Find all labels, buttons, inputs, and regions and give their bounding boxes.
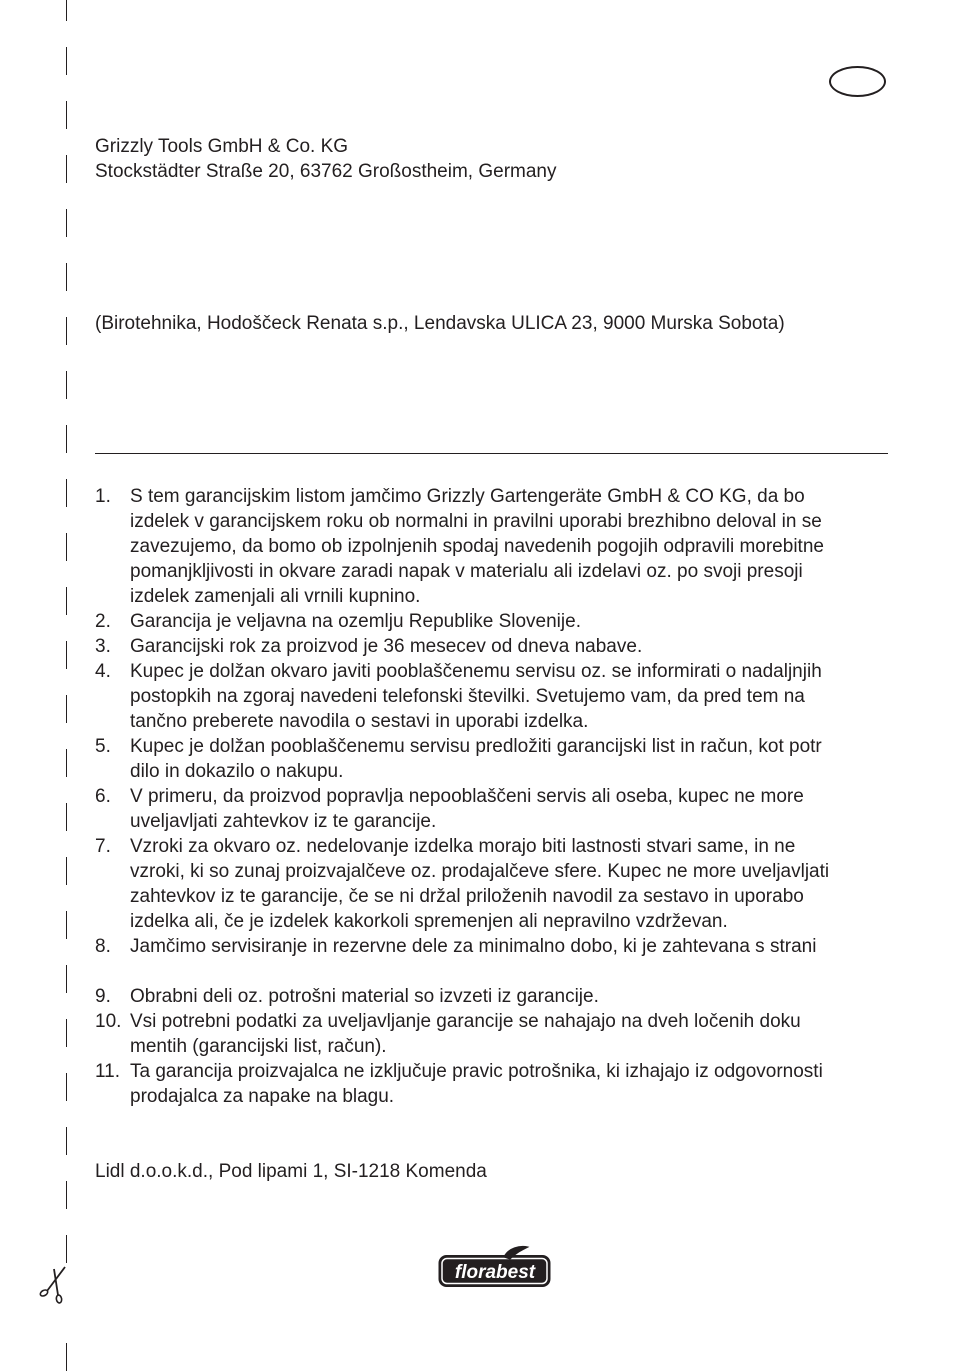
- company-address: Stockstädter Straße 20, 63762 Großostheim, Germany: [95, 161, 557, 182]
- cut-mark: [66, 1181, 67, 1209]
- cut-mark: [66, 1073, 67, 1101]
- warranty-terms: [95, 484, 895, 1109]
- cut-mark: [66, 1343, 67, 1371]
- term-text-line: Vsi potrebni podatki za uveljavljanje garancije se nahajajo na dveh ločenih doku: [130, 1011, 801, 1032]
- cut-mark: [66, 1235, 67, 1263]
- term-text-line: Vzroki za okvaro oz. nedelovanje izdelka morajo biti lastnosti stvari same, in ne: [130, 836, 796, 857]
- cut-mark: [66, 47, 67, 75]
- term-text-line: postopkih na zgoraj navedeni telefonski številki. Svetujemo vam, da pred tem na: [130, 686, 805, 707]
- cut-mark: [66, 965, 67, 993]
- svg-text:florabest: florabest: [454, 1262, 536, 1283]
- cut-mark: [66, 263, 67, 291]
- cut-mark: [66, 155, 67, 183]
- country-badge: [829, 66, 886, 97]
- term-item: [95, 834, 895, 934]
- term-item: [95, 784, 895, 834]
- term-text-line: Ta garancija proizvajalca ne izključuje pravic potrošnika, ki izhajajo iz odgovornosti: [130, 1061, 823, 1082]
- term-text-line: zahtevkov iz te garancije, če se ni držal priloženih navodil za sestavo in uporabo: [130, 886, 804, 907]
- cut-mark: [66, 317, 67, 345]
- term-text-line: Kupec je dolžan pooblaščenemu servisu predložiti garancijski list in račun, kot potr: [130, 736, 822, 757]
- divider: [95, 453, 888, 454]
- term-text-line: prodajalca za napake na blagu.: [130, 1086, 395, 1107]
- florabest-logo: [438, 1244, 552, 1295]
- term-text-line: zavezujemo, da bomo ob izpolnjenih spodaj navedenih pogojih odpravili morebitne: [130, 536, 824, 557]
- term-text-line: S tem garancijskim listom jamčimo Grizzly Gartengeräte GmbH & CO KG, da bo: [130, 486, 805, 507]
- term-text-line: Garancijski rok za proizvod je 36 mesecev od dneva nabave.: [130, 636, 643, 657]
- term-text-line: uveljavljati zahtevkov iz te garancije.: [130, 811, 437, 832]
- term-item: [95, 934, 895, 959]
- term-number: 9.: [95, 986, 111, 1007]
- term-text-line: mentih (garancijski list, račun).: [130, 1036, 387, 1057]
- term-number: 2.: [95, 611, 111, 632]
- term-number: 7.: [95, 836, 111, 857]
- cut-mark: [66, 479, 67, 507]
- cut-mark: [66, 587, 67, 615]
- term-item: [95, 634, 895, 659]
- cut-mark: [66, 1019, 67, 1047]
- cut-mark: [66, 209, 67, 237]
- term-number: 10.: [95, 1011, 122, 1032]
- cut-mark: [66, 695, 67, 723]
- term-text-line: pomanjkljivosti in okvare zaradi napak v materialu ali izdelavi oz. po svoji presoji: [130, 561, 803, 582]
- cut-mark: [66, 0, 67, 21]
- cut-mark: [66, 911, 67, 939]
- term-text-line: vzroki, ki so zunaj proizvajalčeve oz. prodajalčeve sfere. Kupec ne more uveljavljati: [130, 861, 830, 882]
- term-number: 1.: [95, 486, 111, 507]
- company-name: Grizzly Tools GmbH & Co. KG: [95, 136, 349, 157]
- term-text-line: izdelek v garancijskem roku ob normalni in pravilni uporabi brezhibno deloval in se: [130, 511, 822, 532]
- term-text-line: dilo in dokazilo o nakupu.: [130, 761, 344, 782]
- term-text-line: V primeru, da proizvod popravlja nepooblaščeni servis ali oseba, kupec ne more: [130, 786, 804, 807]
- term-text-line: Garancija je veljavna na ozemlju Republike Slovenije.: [130, 611, 581, 632]
- cut-mark: [66, 371, 67, 399]
- cut-mark: [66, 533, 67, 561]
- term-item: [95, 984, 895, 1009]
- term-number: 11.: [95, 1061, 121, 1082]
- cut-mark: [66, 1127, 67, 1155]
- term-item: [95, 609, 895, 634]
- term-item: [95, 1009, 895, 1059]
- term-text-line: Jamčimo servisiranje in rezervne dele za minimalno dobo, ki je zahtevana s strani: [130, 936, 817, 957]
- term-text-line: Obrabni deli oz. potrošni material so izvzeti iz garancije.: [130, 986, 599, 1007]
- service-address: (Birotehnika, Hodoščeck Renata s.p., Lendavska ULICA 23, 9000 Murska Sobota): [95, 313, 785, 334]
- term-item: [95, 484, 895, 609]
- term-number: 5.: [95, 736, 111, 757]
- term-text-line: Kupec je dolžan okvaro javiti pooblaščenemu servisu oz. se informirati o nadaljnjih: [130, 661, 822, 682]
- term-text-line: izdelka ali, če je izdelek kakorkoli spremenjen ali nepravilno vzdrževan.: [130, 911, 728, 932]
- term-item: [95, 659, 895, 734]
- term-item: [95, 734, 895, 784]
- term-spacer: [95, 959, 895, 984]
- seller-address: Lidl d.o.o.k.d., Pod lipami 1, SI-1218 Komenda: [95, 1161, 487, 1182]
- term-number: 3.: [95, 636, 111, 657]
- cut-mark: [66, 425, 67, 453]
- term-number: 6.: [95, 786, 111, 807]
- cut-mark: [66, 101, 67, 129]
- term-text-line: izdelek zamenjali ali vrnili kupnino.: [130, 586, 421, 607]
- term-text-line: tančno preberete navodila o sestavi in uporabi izdelka.: [130, 711, 589, 732]
- term-item: [95, 1059, 895, 1109]
- cut-mark: [66, 803, 67, 831]
- cut-mark: [66, 749, 67, 777]
- term-number: 4.: [95, 661, 111, 682]
- scissors-icon: [36, 1263, 70, 1312]
- term-number: 8.: [95, 936, 111, 957]
- cut-mark: [66, 857, 67, 885]
- manufacturer-block: [95, 134, 556, 184]
- cut-mark: [66, 641, 67, 669]
